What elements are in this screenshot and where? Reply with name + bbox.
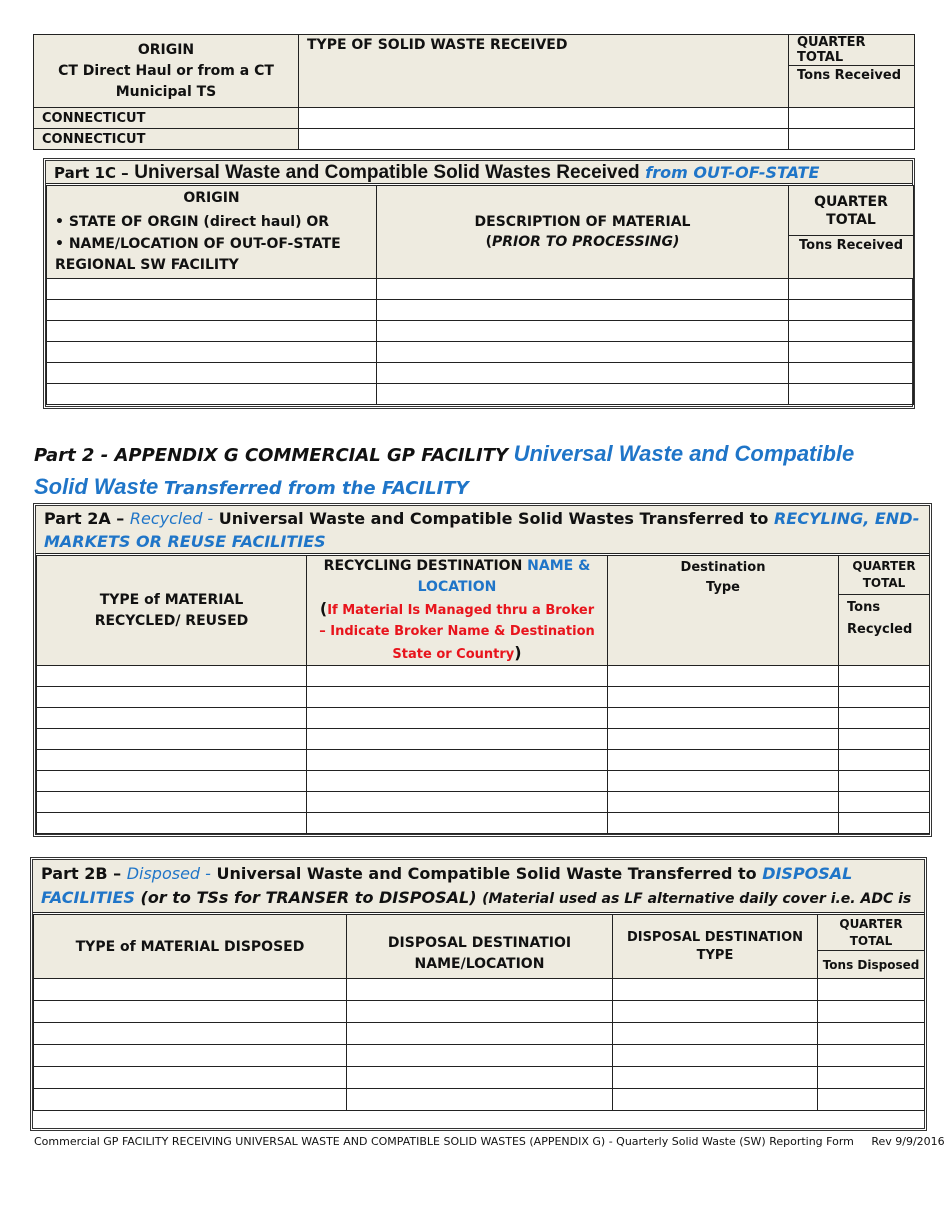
origin-bullet-state: • STATE OF ORGIN (direct haul) OR [55,214,330,230]
part-2a-title: Universal Waste and Compatible Solid Wastes Transferred to [218,509,769,528]
destination-type-header [608,556,839,666]
tons-cell[interactable] [789,108,915,129]
destination-cell[interactable] [307,666,608,687]
tons-cell[interactable] [818,1067,925,1089]
destination-type-cell[interactable] [608,813,839,834]
tons-cell[interactable] [839,708,930,729]
part-2b-label: Part 2B – [41,864,122,883]
part-1c-title-bar [46,161,912,184]
part-2-heading-b: Universal Waste and Compatible Solid Waste [34,441,855,499]
tons-received-header: Tons Received [789,236,914,279]
recycling-destination-label: RECYCLING DESTINATION [323,558,523,574]
destination-type-cell[interactable] [608,750,839,771]
material-cell[interactable] [37,813,307,834]
destination-type-label-b: Type [706,580,740,595]
origin-cell: CONNECTICUT [34,108,299,129]
broker-paren-open: ( [319,599,328,618]
part-2a-recycled: Recycled - [129,509,214,528]
destination-cell[interactable] [307,771,608,792]
material-cell[interactable] [34,1045,347,1067]
destination-cell[interactable] [307,729,608,750]
tons-received-header: Tons Received [789,66,915,108]
disposal-destination-type-header: DISPOSAL DESTINATION TYPE [613,915,818,979]
tons-cell[interactable] [839,666,930,687]
origin-subtitle: CT Direct Haul or from a CT Municipal TS [58,62,274,100]
origin-bullet-facility: • NAME/LOCATION OF OUT-OF-STATE REGIONAL SW FACILITY [55,236,341,273]
tons-cell[interactable] [818,1001,925,1023]
origin-header [47,186,377,279]
part-2b-destination: DISPOSAL FACILITIES [41,864,853,907]
part-2b-title-bar [33,860,924,913]
description-cell[interactable] [377,384,789,405]
origin-cell: CONNECTICUT [34,129,299,150]
destination-cell[interactable] [347,1067,613,1089]
tons-disposed-header: Tons Disposed [818,951,925,979]
destination-type-label-a: Destination [680,560,766,575]
material-cell[interactable] [34,979,347,1001]
material-cell[interactable] [37,666,307,687]
material-cell[interactable] [37,708,307,729]
broker-paren-close: ) [514,643,522,662]
destination-cell[interactable] [307,813,608,834]
destination-cell[interactable] [347,1023,613,1045]
tons-cell[interactable] [789,321,914,342]
tons-cell[interactable] [789,384,914,405]
tons-cell[interactable] [789,129,915,150]
material-cell[interactable] [37,792,307,813]
tons-cell[interactable] [789,342,914,363]
description-cell[interactable] [377,300,789,321]
destination-cell[interactable] [307,792,608,813]
destination-type-cell[interactable] [608,666,839,687]
description-header [377,186,789,279]
broker-note: If Material Is Managed thru a Broker – Indicate Broker Name & Destination State or Country [319,603,595,662]
origin-cell[interactable] [47,384,377,405]
origin-title: ORIGIN [183,190,240,206]
part-2a-table [36,555,930,834]
destination-type-cell[interactable] [613,1001,818,1023]
material-cell[interactable] [34,1001,347,1023]
part-1c-from: from OUT-OF-STATE [645,163,820,182]
destination-type-cell[interactable] [608,687,839,708]
part-1c-table [46,185,914,405]
part-2b-to-ts: to TSs for TRANSER to DISPOSAL) [172,888,477,907]
description-title: DESCRIPTION OF MATERIAL [474,214,691,230]
origin-cell[interactable] [47,363,377,384]
material-cell[interactable] [37,687,307,708]
origin-cell[interactable] [47,300,377,321]
tons-cell[interactable] [818,1089,925,1111]
destination-type-cell[interactable] [608,792,839,813]
ct-origin-table [33,34,915,150]
destination-type-cell[interactable] [613,1023,818,1045]
destination-type-cell[interactable] [613,1067,818,1089]
part-2-heading [34,438,914,504]
part-2b-or: (or [140,888,167,907]
destination-type-cell[interactable] [613,1089,818,1111]
material-cell[interactable] [34,1089,347,1111]
part-1c-label: Part 1C – [54,164,129,182]
part-2b-title: Universal Waste and Compatible Solid Waste Transferred to [216,864,757,883]
material-cell[interactable] [34,1023,347,1045]
destination-cell[interactable] [347,1001,613,1023]
destination-cell[interactable] [307,687,608,708]
description-cell[interactable] [377,363,789,384]
type-cell[interactable] [299,129,789,150]
material-disposed-header: TYPE of MATERIAL DISPOSED [34,915,347,979]
type-cell[interactable] [299,108,789,129]
destination-cell[interactable] [307,708,608,729]
destination-cell[interactable] [307,750,608,771]
part-2b-note: (Material used as LF alternative daily cover i.e. ADC is [482,891,912,907]
part-2a-label: Part 2A – [44,509,125,528]
tons-cell[interactable] [839,729,930,750]
tons-cell[interactable] [839,792,930,813]
tons-cell[interactable] [789,279,914,300]
page-footer: Commercial GP FACILITY RECEIVING UNIVERSAL WASTE AND COMPATIBLE SOLID WASTES (APPENDIX G) - Quarterly Solid Waste (SW) Reporting Form Rev 9/9/2016 [34,1135,945,1148]
destination-cell[interactable] [347,979,613,1001]
tons-cell[interactable] [839,771,930,792]
disposal-destination-header: DISPOSAL DESTINATIOI NAME/LOCATION [347,915,613,979]
description-subtitle: PRIOR TO PROCESSING) [492,234,680,250]
part-2b-table [33,914,925,1111]
quarter-total-header: QUARTER TOTAL [839,556,930,595]
destination-type-cell[interactable] [608,729,839,750]
recycling-destination-name-location: NAME & LOCATION [417,558,591,595]
type-of-waste-header: TYPE OF SOLID WASTE RECEIVED [299,35,789,108]
destination-type-cell[interactable] [613,979,818,1001]
destination-type-cell[interactable] [608,708,839,729]
tons-cell[interactable] [818,1045,925,1067]
material-cell[interactable] [37,729,307,750]
recycling-destination-header [307,556,608,666]
description-cell[interactable] [377,321,789,342]
origin-title: ORIGIN [137,41,195,58]
part-2-heading-c: Transferred from the FACILITY [163,478,469,499]
description-cell[interactable] [377,279,789,300]
quarter-total-header: QUARTER TOTAL [818,915,925,951]
tons-cell[interactable] [839,687,930,708]
material-cell[interactable] [37,771,307,792]
tons-cell[interactable] [839,813,930,834]
description-paren: ( [485,234,492,250]
tons-cell[interactable] [789,300,914,321]
tons-recycled-header: Tons Recycled [839,595,930,666]
description-cell[interactable] [377,342,789,363]
part-2-heading-a: Part 2 - APPENDIX G COMMERCIAL GP FACILITY [34,445,509,466]
quarter-total-header: QUARTER TOTAL [789,186,914,236]
origin-cell[interactable] [47,321,377,342]
quarter-total-header: QUARTER TOTAL [789,35,915,66]
tons-cell[interactable] [818,979,925,1001]
tons-cell[interactable] [818,1023,925,1045]
part-1c-title: Universal Waste and Compatible Solid Wastes Received [134,162,640,183]
material-cell[interactable] [37,750,307,771]
origin-cell[interactable] [47,279,377,300]
origin-header [34,35,299,108]
material-recycled-header: TYPE of MATERIAL RECYCLED/ REUSED [37,556,307,666]
material-cell[interactable] [34,1067,347,1089]
destination-cell[interactable] [347,1045,613,1067]
destination-type-cell[interactable] [613,1045,818,1067]
part-2a-title-bar [36,506,929,554]
part-2b-disposed: Disposed - [126,864,211,883]
destination-cell[interactable] [347,1089,613,1111]
origin-cell[interactable] [47,342,377,363]
destination-type-cell[interactable] [608,771,839,792]
tons-cell[interactable] [839,750,930,771]
part-2a-destination: RECYLING, END-MARKETS OR REUSE FACILITIES [44,509,920,551]
tons-cell[interactable] [789,363,914,384]
